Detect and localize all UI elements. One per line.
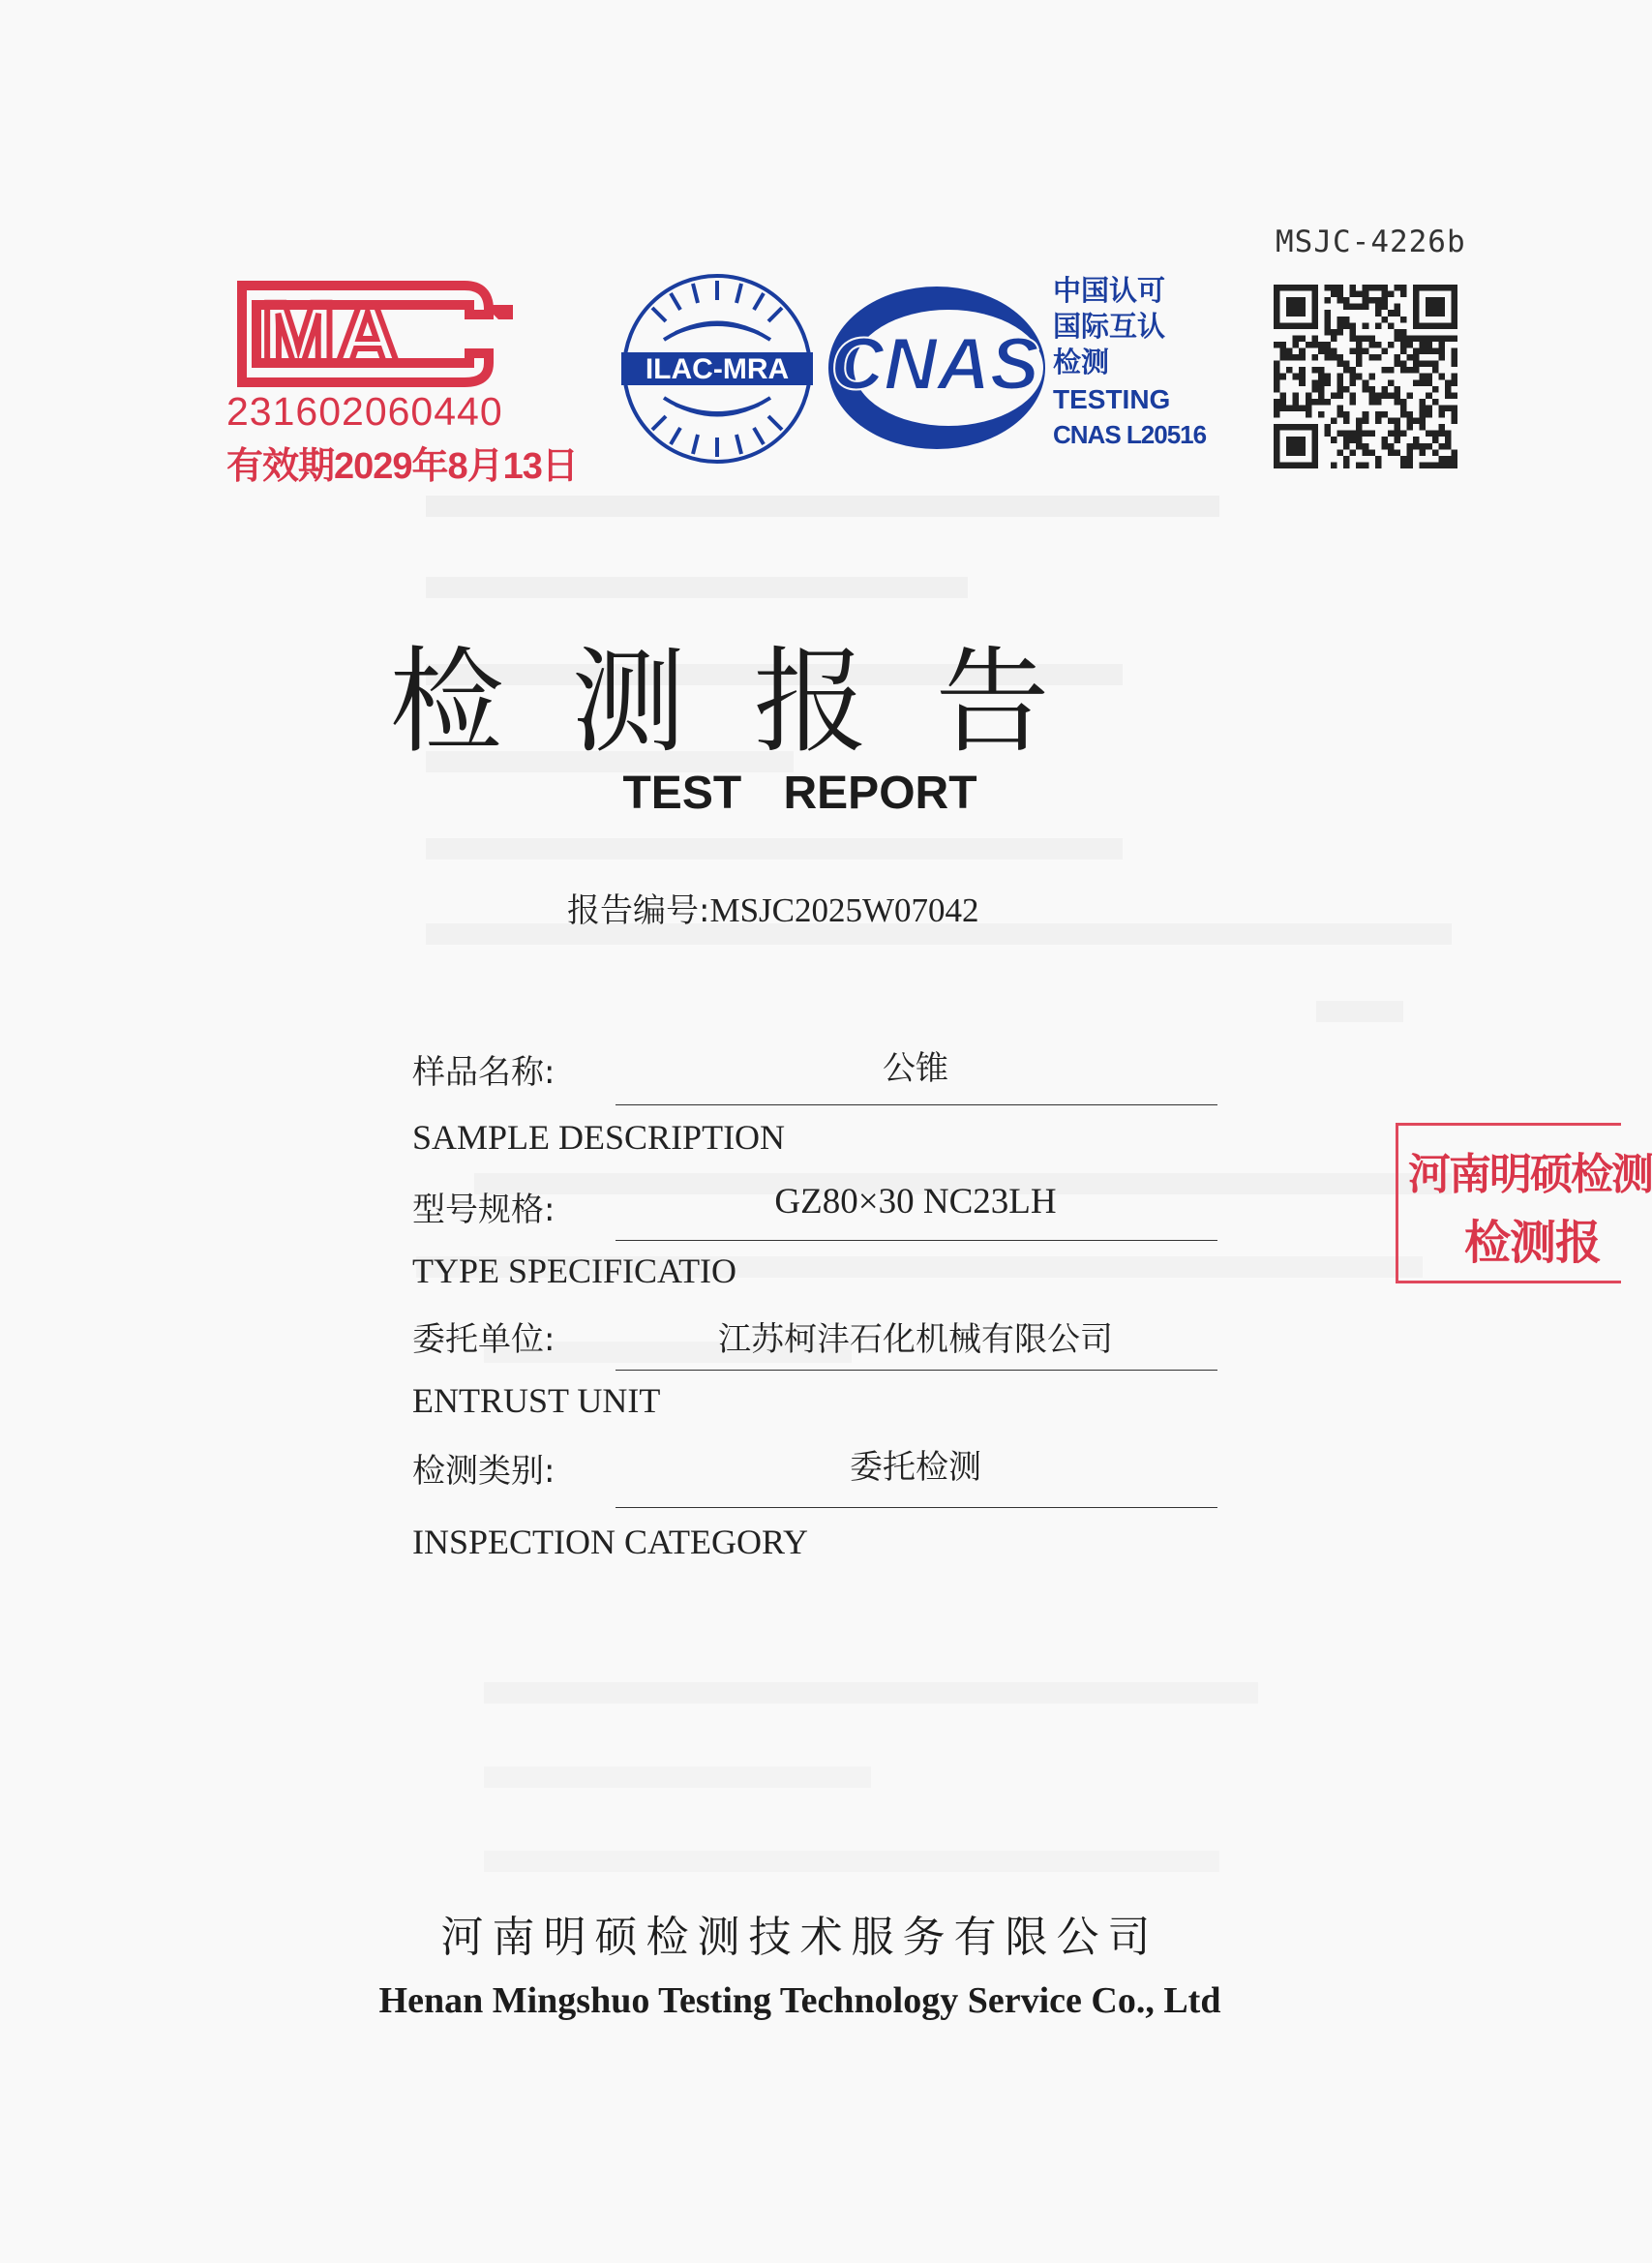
- qr-code-icon: [1274, 285, 1457, 468]
- report-number-label: 报告编号:: [567, 891, 710, 930]
- report-title-en: TEST REPORT: [622, 768, 977, 819]
- ilac-logo-text: ILAC-MRA: [645, 353, 790, 385]
- cnas-logo-icon: [821, 281, 1053, 455]
- cnas-logo-text: CNAS: [830, 323, 1039, 406]
- cma-logo-text: MA: [261, 285, 401, 383]
- cma-validity: 有效期2029年8月13日: [226, 446, 578, 487]
- field-label-en: ENTRUST UNIT: [412, 1381, 661, 1420]
- field-label-en: INSPECTION CATEGORY: [412, 1523, 809, 1561]
- cnas-line: TESTING: [1053, 384, 1171, 414]
- field-label-cn: 型号规格:: [412, 1191, 556, 1229]
- field-label-cn: 检测类别:: [412, 1452, 556, 1491]
- field-value: 公锥: [883, 1049, 948, 1088]
- document-code: MSJC-4226b: [1276, 225, 1466, 259]
- field-label-en: TYPE SPECIFICATIO: [412, 1252, 737, 1290]
- cnas-text-block: [1053, 274, 1206, 453]
- company-seal-stamp: [1396, 1123, 1652, 1283]
- field-label-cn: 样品名称:: [412, 1053, 556, 1092]
- cnas-line: 国际互认: [1053, 312, 1166, 343]
- report-number-value: MSJC2025W07042: [709, 891, 979, 929]
- field-underline: [616, 1104, 1217, 1105]
- field-label-en: SAMPLE DESCRIPTION: [412, 1118, 786, 1157]
- report-number: [567, 884, 979, 931]
- field-value: 江苏柯沣石化机械有限公司: [718, 1320, 1113, 1359]
- cnas-line: 检测: [1053, 347, 1110, 378]
- cnas-accreditation-number: CNAS L20516: [1053, 420, 1207, 449]
- field-underline: [616, 1507, 1217, 1508]
- field-value: GZ80×30 NC23LH: [774, 1182, 1057, 1222]
- company-name-en: Henan Mingshuo Testing Technology Service Co., Ltd: [378, 1980, 1221, 2021]
- field-underline: [616, 1370, 1217, 1371]
- ilac-mra-logo-icon: [616, 267, 819, 470]
- field-label-cn: 委托单位:: [412, 1320, 556, 1359]
- company-name-cn: 河南明硕检测技术服务有限公司: [440, 1913, 1159, 1962]
- seal-line-2: 检测报: [1464, 1216, 1602, 1270]
- cma-number: 231602060440: [226, 389, 503, 434]
- field-underline: [616, 1240, 1217, 1241]
- report-title-cn: 检测报告: [389, 635, 1118, 769]
- cnas-line: 中国认可: [1053, 276, 1166, 307]
- seal-line-1: 河南明硕检测: [1408, 1150, 1652, 1199]
- field-value: 委托检测: [850, 1448, 981, 1487]
